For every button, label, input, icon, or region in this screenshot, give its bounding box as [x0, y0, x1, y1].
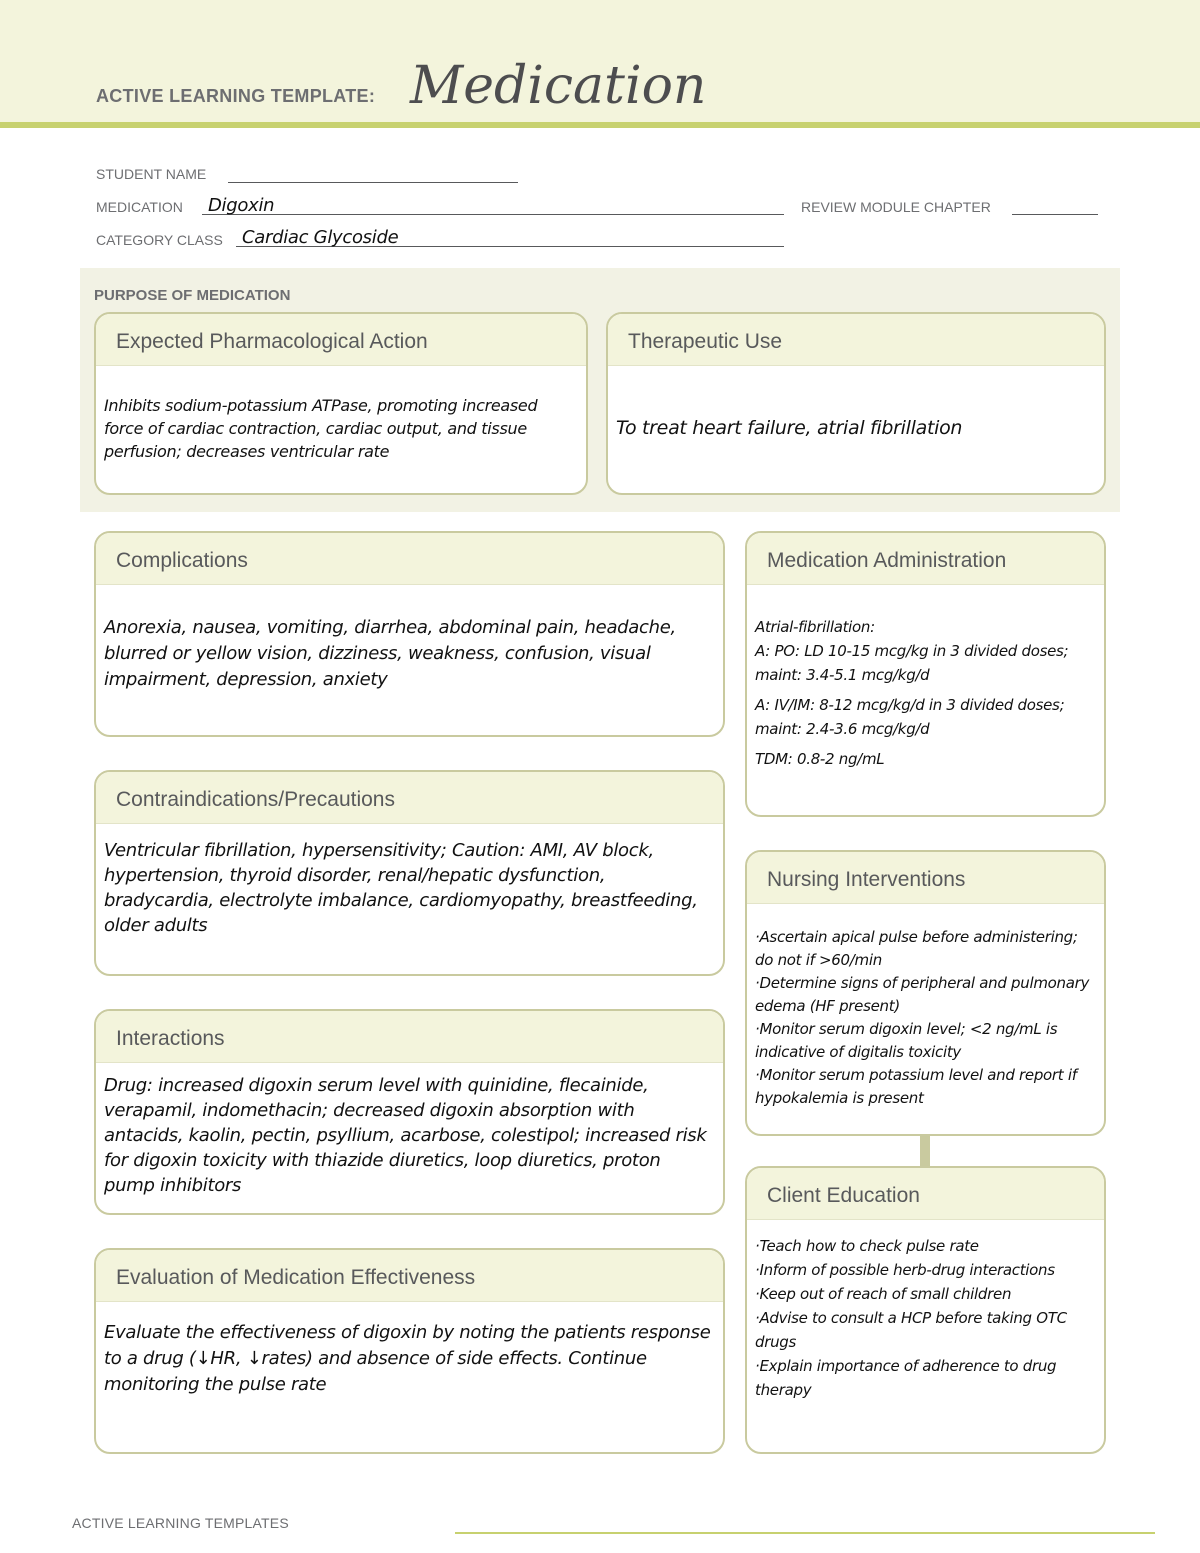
therapeutic-use-heading: Therapeutic Use — [608, 314, 1104, 366]
evaluation-box — [94, 1248, 725, 1454]
education-line: ·Advise to consult a HCP before taking OTC drugs — [755, 1309, 1067, 1351]
nursing-line: ·Monitor serum digoxin level; <2 ng/mL is indicative of digitalis toxicity — [755, 1020, 1058, 1061]
student-name-field[interactable] — [228, 164, 518, 183]
contraindications-box — [94, 770, 725, 976]
education-heading: Client Education — [747, 1168, 1104, 1220]
expected-action-heading: Expected Pharmacological Action — [96, 314, 586, 366]
administration-box — [745, 531, 1106, 817]
student-name-label: STUDENT NAME — [96, 166, 207, 182]
contraindications-text: Ventricular fibrillation, hypersensitivity; Caution: AMI, AV block, hypertension, thyroid disorder, renal/hepatic dysfunction, bradycardia, electrolyte imbalance, cardiomyopathy, breastfeeding, older adults — [104, 840, 698, 936]
therapeutic-use-box — [606, 312, 1106, 495]
expected-action-box — [94, 312, 588, 495]
nursing-line: ·Monitor serum potassium level and report if hypokalemia is present — [755, 1066, 1077, 1107]
nursing-line: ·Ascertain apical pulse before administering; do not if >60/min — [755, 928, 1078, 969]
administration-line: A: PO: LD 10-15 mcg/kg in 3 divided doses; — [755, 642, 1069, 660]
footer-label: ACTIVE LEARNING TEMPLATES — [72, 1515, 289, 1531]
education-lines — [747, 1220, 1104, 1402]
interactions-text: Drug: increased digoxin serum level with quinidine, flecainide, verapamil, indomethacin; decreased digoxin absorption with antacids, kaolin, pectin, psyllium, acarbose, colestipol; increased risk for digoxin toxicity with thiazide diuretics, loop diuretics, proton pump inhibitors — [104, 1075, 707, 1196]
administration-line: maint: 2.4-3.6 mcg/kg/d — [755, 720, 930, 738]
evaluation-text: Evaluate the effectiveness of digoxin by noting the patients response to a drug (↓HR, ↓rates) and absence of side effects. Continue monitoring the pulse rate — [104, 1322, 711, 1395]
medication-field[interactable] — [202, 196, 784, 215]
administration-line: Atrial-fibrillation: — [755, 618, 875, 636]
education-box — [745, 1166, 1106, 1454]
administration-lines — [747, 585, 1104, 771]
category-class-value: Cardiac Glycoside — [242, 227, 399, 248]
medication-value: Digoxin — [208, 195, 275, 216]
interactions-heading: Interactions — [96, 1011, 723, 1063]
review-module-field[interactable] — [1012, 196, 1098, 215]
expected-action-text: Inhibits sodium-potassium ATPase, promoting increased force of cardiac contraction, cardiac output, and tissue perfusion; decreases ventricular rate — [104, 396, 538, 461]
box-connector — [920, 1136, 930, 1166]
nursing-heading: Nursing Interventions — [747, 852, 1104, 904]
education-line: ·Keep out of reach of small children — [755, 1285, 1012, 1303]
footer-rule — [455, 1532, 1155, 1534]
administration-line: TDM: 0.8-2 ng/mL — [755, 750, 885, 768]
evaluation-heading: Evaluation of Medication Effectiveness — [96, 1250, 723, 1302]
category-class-label: CATEGORY CLASS — [96, 232, 223, 248]
header-rule — [0, 122, 1200, 128]
nursing-box — [745, 850, 1106, 1136]
medication-label: MEDICATION — [96, 199, 183, 215]
therapeutic-use-text: To treat heart failure, atrial fibrillation — [616, 417, 963, 439]
interactions-box — [94, 1009, 725, 1215]
contraindications-heading: Contraindications/Precautions — [96, 772, 723, 824]
nursing-lines — [747, 904, 1104, 1110]
education-line: ·Explain importance of adherence to drug therapy — [755, 1357, 1057, 1399]
education-line: ·Inform of possible herb-drug interactions — [755, 1261, 1055, 1279]
administration-line: A: IV/IM: 8-12 mcg/kg/d in 3 divided doses; — [755, 696, 1065, 714]
purpose-title: PURPOSE OF MEDICATION — [94, 287, 291, 304]
complications-text: Anorexia, nausea, vomiting, diarrhea, abdominal pain, headache, blurred or yellow vision, dizziness, weakness, confusion, visual impairment, depression, anxiety — [104, 617, 676, 690]
administration-heading: Medication Administration — [747, 533, 1104, 585]
nursing-line: ·Determine signs of peripheral and pulmonary edema (HF present) — [755, 974, 1090, 1015]
administration-line: maint: 3.4-5.1 mcg/kg/d — [755, 666, 930, 684]
page-title: Medication — [410, 56, 707, 116]
complications-heading: Complications — [96, 533, 723, 585]
category-class-field[interactable] — [236, 228, 784, 247]
education-line: ·Teach how to check pulse rate — [755, 1237, 979, 1255]
template-label: ACTIVE LEARNING TEMPLATE: — [96, 86, 376, 106]
review-module-label: REVIEW MODULE CHAPTER — [801, 199, 991, 215]
complications-box — [94, 531, 725, 737]
